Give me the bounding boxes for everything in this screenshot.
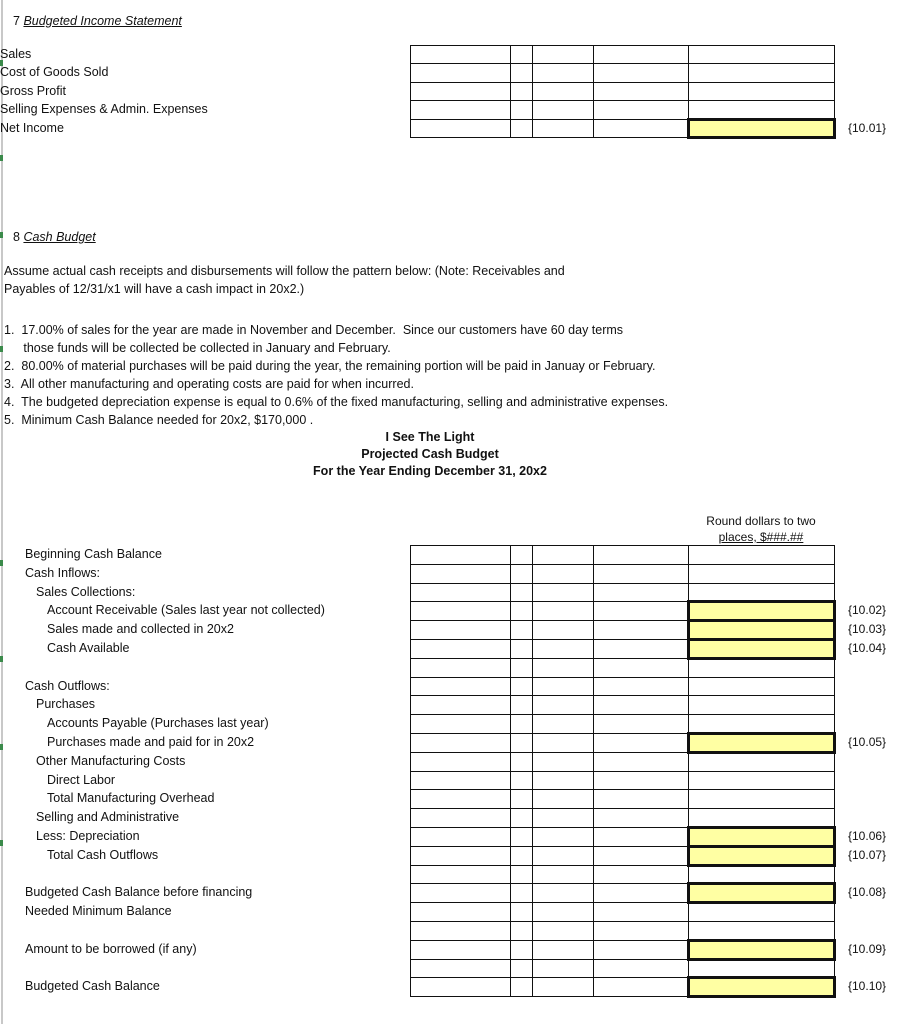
grid-cell — [411, 82, 511, 100]
grid-cell — [594, 639, 689, 658]
grid-cell — [533, 771, 594, 790]
row-label: Budgeted Cash Balance — [25, 979, 160, 994]
grid-cell — [511, 733, 533, 752]
row-label: Sales Collections: — [36, 584, 136, 599]
table-row — [411, 621, 835, 640]
grid-cell — [511, 639, 533, 658]
row-marker — [0, 232, 3, 238]
grid-cell — [511, 621, 533, 640]
grid-cell — [533, 978, 594, 997]
grid-cell — [533, 733, 594, 752]
income-statement-heading — [13, 14, 182, 29]
table-row — [411, 884, 835, 903]
table-row — [411, 564, 835, 583]
table-row — [411, 865, 835, 884]
grid-cell — [533, 119, 594, 138]
grid-cell — [533, 101, 594, 119]
grid-cell — [411, 696, 511, 715]
row-label: Account Receivable (Sales last year not collected) — [47, 603, 325, 618]
answer-input-cell[interactable] — [689, 940, 835, 959]
grid-cell — [533, 602, 594, 621]
table-row — [411, 64, 835, 82]
grid-cell — [689, 583, 835, 602]
row-marker — [0, 346, 3, 352]
grid-cell — [689, 752, 835, 771]
grid-cell — [594, 82, 689, 100]
assumption-item: 3. All other manufacturing and operating costs are paid for when incurred. — [4, 377, 414, 391]
grid-cell — [594, 64, 689, 82]
grid-cell — [533, 64, 594, 82]
grid-cell — [411, 752, 511, 771]
grid-cell — [533, 752, 594, 771]
grid-cell — [533, 639, 594, 658]
table-row — [411, 771, 835, 790]
table-row — [411, 677, 835, 696]
grid-cell — [411, 715, 511, 734]
row-label: Selling and Administrative — [36, 810, 180, 825]
answer-input-cell[interactable] — [689, 119, 835, 138]
grid-cell — [411, 101, 511, 119]
grid-cell — [689, 101, 835, 119]
row-label: Budgeted Cash Balance before financing — [25, 885, 253, 900]
grid-cell — [411, 827, 511, 846]
row-marker — [0, 840, 3, 846]
grid-cell — [689, 64, 835, 82]
table-row — [411, 752, 835, 771]
grid-cell — [533, 903, 594, 922]
grid-cell — [411, 978, 511, 997]
table-row — [411, 903, 835, 922]
grid-cell — [689, 715, 835, 734]
table-row — [411, 978, 835, 997]
row-marker — [0, 656, 3, 662]
grid-cell — [411, 546, 511, 565]
grid-cell — [411, 940, 511, 959]
grid-cell — [533, 621, 594, 640]
left-border — [1, 0, 3, 1024]
table-row — [411, 658, 835, 677]
table-row — [411, 733, 835, 752]
assumption-item: 2. 80.00% of material purchases will be paid during the year, the remaining portion will be paid in Januay or February. — [4, 359, 656, 373]
table-row — [411, 809, 835, 828]
intro-line-2: Payables of 12/31/x1 will have a cash impact in 20x2.) — [4, 282, 305, 296]
row-label: Cash Outflows: — [25, 678, 110, 693]
grid-cell — [511, 658, 533, 677]
section-title: Cash Budget — [23, 230, 96, 244]
grid-cell — [511, 865, 533, 884]
grid-cell — [511, 790, 533, 809]
grid-cell — [594, 827, 689, 846]
row-label: Sales made and collected in 20x2 — [47, 622, 234, 637]
answer-input-cell[interactable] — [689, 639, 835, 658]
row-label: Purchases — [36, 697, 96, 712]
answer-reference: {10.02} — [848, 603, 887, 618]
assumption-item: those funds will be collected be collected in January and February. — [6, 341, 391, 355]
grid-cell — [533, 959, 594, 978]
table-row — [411, 940, 835, 959]
grid-cell — [411, 921, 511, 940]
row-label: Net Income — [0, 120, 64, 135]
grid-cell — [689, 46, 835, 64]
grid-cell — [594, 921, 689, 940]
table-row — [411, 546, 835, 565]
report-title: Projected Cash Budget — [361, 447, 499, 461]
report-period: For the Year Ending December 31, 20x2 — [313, 464, 547, 478]
grid-cell — [511, 846, 533, 865]
grid-cell — [511, 677, 533, 696]
answer-reference: {10.08} — [848, 885, 887, 900]
grid-cell — [411, 639, 511, 658]
grid-cell — [533, 564, 594, 583]
grid-cell — [411, 564, 511, 583]
row-label: Total Cash Outflows — [47, 847, 159, 862]
answer-reference: {10.06} — [848, 829, 887, 843]
row-label: Selling Expenses & Admin. Expenses — [0, 102, 208, 117]
table-row — [411, 583, 835, 602]
grid-cell — [533, 790, 594, 809]
grid-cell — [533, 884, 594, 903]
table-row — [411, 790, 835, 809]
grid-cell — [594, 865, 689, 884]
grid-cell — [511, 959, 533, 978]
row-label: Direct Labor — [47, 772, 116, 787]
answer-input-cell[interactable] — [689, 827, 835, 846]
grid-cell — [511, 921, 533, 940]
grid-cell — [533, 583, 594, 602]
row-marker — [0, 155, 3, 161]
cash-budget-heading — [13, 230, 96, 245]
grid-cell — [689, 546, 835, 565]
table-row — [411, 639, 835, 658]
rounding-note-line-2: places, $###.## — [718, 530, 804, 544]
table-row — [411, 602, 835, 621]
grid-cell — [594, 790, 689, 809]
row-label: Gross Profit — [0, 83, 66, 98]
grid-cell — [594, 46, 689, 64]
grid-cell — [689, 771, 835, 790]
row-label: Total Manufacturing Overhead — [47, 791, 215, 806]
grid-cell — [511, 101, 533, 119]
grid-cell — [594, 621, 689, 640]
grid-cell — [533, 715, 594, 734]
grid-cell — [689, 82, 835, 100]
grid-cell — [411, 865, 511, 884]
row-label: Beginning Cash Balance — [25, 547, 162, 561]
table-row — [411, 101, 835, 119]
row-label: Amount to be borrowed (if any) — [25, 941, 197, 956]
answer-reference: {10.03} — [848, 622, 887, 637]
grid-cell — [594, 940, 689, 959]
grid-cell — [533, 827, 594, 846]
grid-cell — [533, 46, 594, 64]
assumption-item: 5. Minimum Cash Balance needed for 20x2, $170,000 . — [4, 413, 314, 427]
grid-cell — [533, 546, 594, 565]
grid-cell — [689, 696, 835, 715]
grid-cell — [511, 583, 533, 602]
grid-cell — [689, 959, 835, 978]
table-row — [411, 696, 835, 715]
grid-cell — [533, 82, 594, 100]
answer-reference: {10.07} — [848, 847, 887, 862]
row-marker — [0, 560, 3, 566]
grid-cell — [689, 564, 835, 583]
grid-cell — [411, 884, 511, 903]
row-label: Cash Inflows: — [25, 565, 101, 580]
grid-cell — [594, 564, 689, 583]
grid-cell — [511, 809, 533, 828]
grid-cell — [511, 602, 533, 621]
grid-cell — [594, 959, 689, 978]
table-row — [411, 82, 835, 100]
grid-cell — [511, 64, 533, 82]
grid-cell — [511, 46, 533, 64]
row-marker — [0, 744, 3, 750]
grid-cell — [511, 715, 533, 734]
grid-cell — [411, 733, 511, 752]
grid-cell — [411, 677, 511, 696]
table-row — [411, 46, 835, 64]
grid-cell — [533, 940, 594, 959]
grid-cell — [411, 46, 511, 64]
grid-cell — [511, 119, 533, 138]
section-title: Budgeted Income Statement — [23, 14, 182, 28]
answer-reference: {10.04} — [848, 641, 887, 655]
row-label: Accounts Payable (Purchases last year) — [47, 716, 269, 731]
grid-cell — [411, 64, 511, 82]
section-number: 8 — [13, 230, 20, 244]
assumption-item: 4. The budgeted depreciation expense is equal to 0.6% of the fixed manufacturing, selling and administrative expenses. — [4, 395, 669, 409]
grid-cell — [511, 564, 533, 583]
grid-cell — [594, 809, 689, 828]
grid-cell — [411, 771, 511, 790]
grid-cell — [411, 602, 511, 621]
grid-cell — [533, 865, 594, 884]
grid-cell — [411, 809, 511, 828]
table-row — [411, 119, 835, 138]
grid-cell — [594, 846, 689, 865]
grid-cell — [594, 903, 689, 922]
grid-cell — [594, 546, 689, 565]
grid-cell — [533, 921, 594, 940]
answer-input-cell[interactable] — [689, 602, 835, 621]
answer-reference: {10.05} — [848, 735, 887, 749]
grid-cell — [594, 771, 689, 790]
grid-cell — [511, 827, 533, 846]
grid-cell — [411, 583, 511, 602]
grid-cell — [511, 884, 533, 903]
grid-cell — [511, 546, 533, 565]
grid-cell — [533, 677, 594, 696]
grid-cell — [689, 677, 835, 696]
grid-cell — [594, 978, 689, 997]
answer-input-cell[interactable] — [689, 978, 835, 997]
grid-cell — [594, 696, 689, 715]
answer-input-cell[interactable] — [689, 733, 835, 752]
grid-cell — [594, 884, 689, 903]
grid-cell — [533, 696, 594, 715]
grid-cell — [511, 771, 533, 790]
rounding-note-line-1: Round dollars to two — [706, 514, 816, 528]
grid-cell — [594, 658, 689, 677]
row-label: Other Manufacturing Costs — [36, 753, 186, 768]
answer-reference: {10.01} — [848, 120, 887, 135]
section-number: 7 — [13, 14, 20, 28]
grid-cell — [411, 790, 511, 809]
grid-cell — [411, 903, 511, 922]
grid-cell — [594, 583, 689, 602]
grid-cell — [533, 809, 594, 828]
grid-cell — [511, 696, 533, 715]
row-label: Less: Depreciation — [36, 829, 140, 843]
grid-cell — [511, 903, 533, 922]
grid-cell — [594, 101, 689, 119]
grid-cell — [511, 82, 533, 100]
income-statement-grid — [410, 45, 836, 139]
grid-cell — [411, 959, 511, 978]
answer-input-cell[interactable] — [689, 846, 835, 865]
grid-cell — [594, 602, 689, 621]
answer-input-cell[interactable] — [689, 884, 835, 903]
grid-cell — [411, 621, 511, 640]
answer-reference: {10.10} — [848, 979, 887, 994]
grid-cell — [511, 940, 533, 959]
grid-cell — [689, 865, 835, 884]
grid-cell — [594, 119, 689, 138]
table-row — [411, 846, 835, 865]
answer-reference: {10.09} — [848, 941, 887, 956]
grid-cell — [689, 903, 835, 922]
table-row — [411, 959, 835, 978]
grid-cell — [411, 119, 511, 138]
row-label: Needed Minimum Balance — [25, 904, 172, 919]
grid-cell — [533, 846, 594, 865]
grid-cell — [594, 715, 689, 734]
row-label: Cost of Goods Sold — [0, 65, 109, 80]
assumption-item: 1. 17.00% of sales for the year are made in November and December. Since our customers have 60 day terms — [4, 323, 624, 337]
grid-cell — [511, 752, 533, 771]
intro-line-1: Assume actual cash receipts and disbursements will follow the pattern below: (Note: Receivables and — [4, 264, 565, 278]
row-label: Sales — [0, 47, 32, 61]
grid-cell — [689, 790, 835, 809]
grid-cell — [689, 921, 835, 940]
grid-cell — [594, 752, 689, 771]
grid-cell — [594, 733, 689, 752]
company-name: I See The Light — [385, 430, 475, 444]
grid-cell — [533, 658, 594, 677]
table-row — [411, 827, 835, 846]
cash-budget-grid — [410, 545, 836, 998]
table-row — [411, 921, 835, 940]
row-label: Purchases made and paid for in 20x2 — [47, 735, 255, 749]
grid-cell — [689, 658, 835, 677]
grid-cell — [689, 809, 835, 828]
row-label: Cash Available — [47, 641, 130, 655]
answer-input-cell[interactable] — [689, 621, 835, 640]
grid-cell — [511, 978, 533, 997]
grid-cell — [411, 846, 511, 865]
grid-cell — [594, 677, 689, 696]
grid-cell — [411, 658, 511, 677]
table-row — [411, 715, 835, 734]
